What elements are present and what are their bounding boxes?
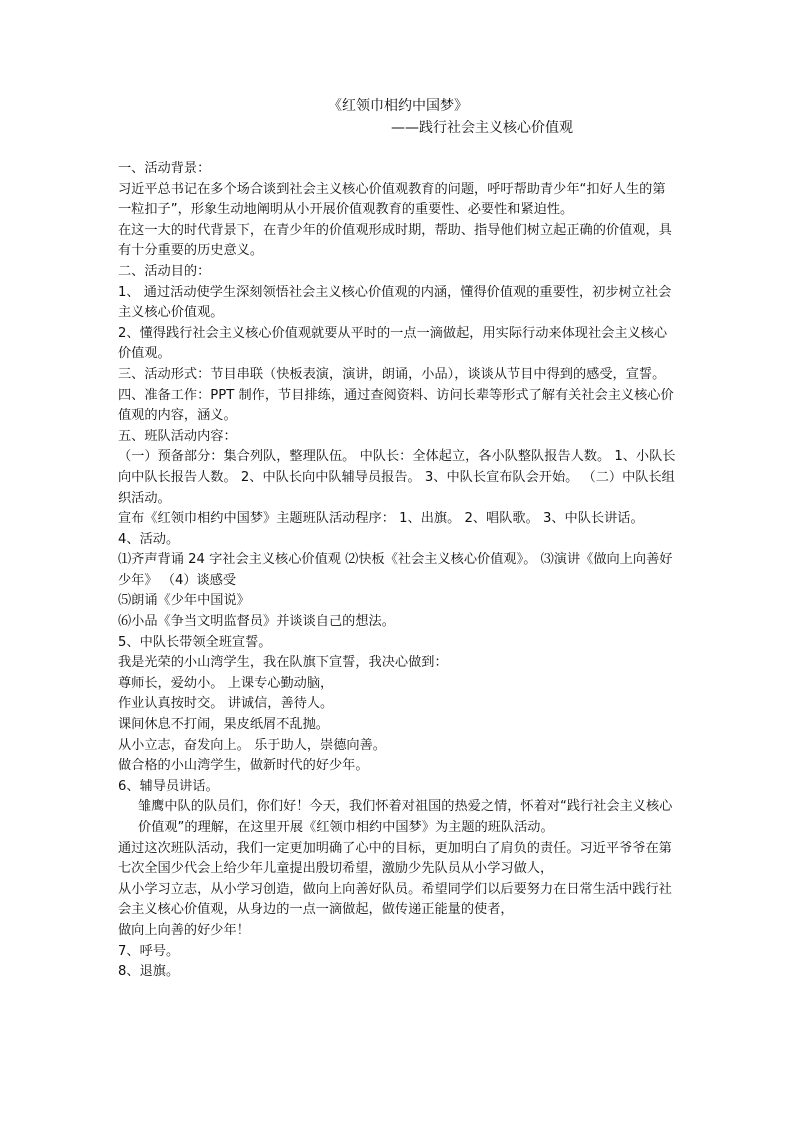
oath-line: 作业认真按时交。 讲诚信，善待人。 <box>118 696 334 712</box>
paragraph: 从小学习立志，从小学习创造，做向上向善好队员。希望同学们以后要努力在日常生活中践行社会主义核心价值观，从身边的一点一滴做起，做传递正能量的使者， <box>118 881 672 918</box>
paragraph: 在这一大的时代背景下，在青少年的价值观形成时期，帮助、指导他们树立起正确的价值观，具有十分重要的历史意义。 <box>118 222 672 259</box>
paragraph: 习近平总书记在多个场合谈到社会主义核心价值观教育的问题，呼吁帮助青少年“扣好人生的第一粒扣子”，形象生动地阐明从小开展价值观教育的重要性、必要性和紧迫性。 <box>118 181 666 218</box>
paragraph: 宣布《红领巾相约中国梦》主题班队活动程序： 1、出旗。 2、唱队歌。 3、中队长讲话。 <box>118 511 644 527</box>
oath-line: 做合格的小山湾学生，做新时代的好少年。 <box>118 758 369 774</box>
oath-line: 尊师长，爱幼小。 上课专心勤动脑， <box>118 675 334 691</box>
section-heading-preparation: 四、准备工作：PPT 制作，节目排练，通过查阅资料、访问长辈等形式了解有关社会主义核心价值观的内容，涵义。 <box>118 387 674 424</box>
section-heading-content: 五、班队活动内容： <box>118 428 237 444</box>
paragraph: 5、中队长带领全班宣誓。 <box>118 634 272 650</box>
section-heading-background: 一、活动背景： <box>118 161 211 176</box>
paragraph: 8、退旗。 <box>118 964 180 980</box>
paragraph: 做向上向善的好少年！ <box>118 922 250 938</box>
paragraph: 1、 通过活动使学生深刻领悟社会主义核心价值观的内涵，懂得价值观的重要性，初步树立社会主义核心价值观。 <box>118 284 672 321</box>
paragraph: 2、懂得践行社会主义核心价值观就要从平时的一点一滴做起，用实际行动来体现社会主义核心价值观。 <box>118 325 668 362</box>
paragraph: ⑸朗诵《少年中国说》 <box>118 593 250 609</box>
document-body <box>118 159 678 983</box>
paragraph: 4、活动。 <box>118 531 180 547</box>
paragraph: 7、呼号。 <box>118 943 180 959</box>
paragraph: 我是光荣的小山湾学生，我在队旗下宣誓，我决心做到： <box>118 655 448 671</box>
paragraph: ⑴齐声背诵 24 字社会主义核心价值观 ⑵快板《社会主义核心价值观》。 ⑶演讲《做向上向善好少年》 （4）谈感受 <box>118 552 673 588</box>
oath-line: 从小立志，奋发向上。 乐于助人，崇德向善。 <box>118 737 386 753</box>
paragraph: （一）预备部分：集合列队，整理队伍。 中队长：全体起立，各小队整队报告人数。 1、小队长向中队长报告人数。 2、中队长向中队辅导员报告。 3、中队长宣布队会开始。 （二）中队长组织活动。 <box>118 449 676 506</box>
oath-line: 课间休息不打闹，果皮纸屑不乱抛。 <box>118 717 329 733</box>
paragraph: 通过这次班队活动，我们一定更加明确了心中的目标，更加明白了肩负的责任。习近平爷爷在第七次全国少代会上给少年儿童提出殷切希望，激励少先队员从小学习做人， <box>118 840 672 877</box>
document-subtitle: ——践行社会主义核心价值观 <box>391 120 573 136</box>
paragraph: ⑹小品《争当文明监督员》并谈谈自己的想法。 <box>118 614 395 630</box>
paragraph: 雏鹰中队的队员们，你们好！今天，我们怀着对祖国的热爱之情，怀着对“践行社会主义核心价值观”的理解，在这里开展《红领巾相约中国梦》为主题的班队活动。 <box>138 799 673 835</box>
section-heading-purpose: 二、活动目的： <box>118 263 211 279</box>
document-title: 《红领巾相约中国梦》 <box>328 98 468 114</box>
section-heading-format: 三、活动形式：节目串联（快板表演，演讲，朗诵，小品），谈谈从节目中得到的感受，宣誓。 <box>118 366 666 382</box>
paragraph: 6、辅导员讲话。 <box>118 778 219 794</box>
